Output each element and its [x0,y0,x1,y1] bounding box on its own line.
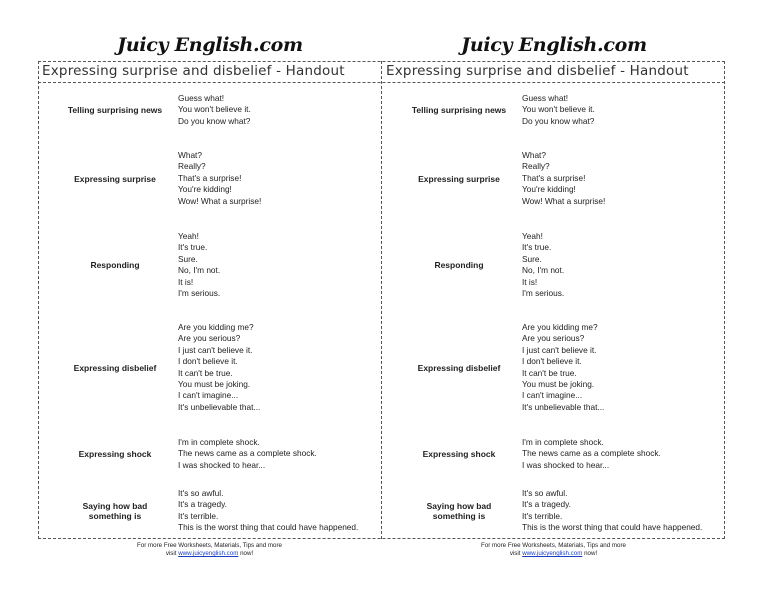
phrase-line: The news came as a complete shock. [178,448,317,459]
site-link[interactable]: www.juicyenglish.com [522,550,583,557]
phrase-lines [522,150,722,207]
phrase-line: Do you know what? [178,115,251,126]
footer-right [382,542,725,558]
footer-line: For more Free Worksheets, Materials, Tips and more [481,542,626,549]
phrase-line: Do you know what? [522,115,595,126]
phrase-line: It's so awful. [522,488,568,498]
phrase-lines [178,437,378,471]
phrase-line: It's so awful. [178,488,224,498]
phrase-line: I'm serious. [178,288,221,299]
phrase-lines [522,93,722,127]
phrase-line: Sure. [178,253,198,264]
phrase-line: Yeah! [522,231,543,241]
phrase-line: I was shocked to hear... [178,459,266,470]
phrase-line: What? [522,150,546,160]
phrase-line: That's a surprise! [178,172,242,183]
handout-title: Expressing surprise and disbelief - Handout [386,63,689,79]
phrase-line: This is the worst thing that could have happened. [178,522,359,533]
phrase-line: I just can't believe it. [522,344,597,355]
phrase-line: Really? [522,161,550,172]
phrase-line: I'm in complete shock. [522,437,604,447]
footer-line: For more Free Worksheets, Materials, Tips and more [137,542,282,549]
phrase-line: Are you kidding me? [178,322,254,332]
phrase-line: It's true. [178,242,208,253]
section-label: Saying how bad something is [82,501,148,521]
phrase-line: I was shocked to hear... [522,459,610,470]
section-label: Expressing shock [78,449,152,459]
phrase-line: Yeah! [178,231,199,241]
phrase-line: I'm serious. [522,288,565,299]
section-label: Telling surprising news [67,105,163,115]
phrase-line: Sure. [522,253,542,264]
handout-panel-right [382,61,725,539]
phrase-line: I can't imagine... [178,390,239,401]
phrase-line: Are you kidding me? [522,322,598,332]
section-label: Expressing surprise [418,174,500,184]
phrase-line: You won't believe it. [522,104,595,115]
section-label: Expressing surprise [74,174,156,184]
handout-title: Expressing surprise and disbelief - Handout [42,63,345,79]
footer-prefix: visit [509,550,523,557]
phrase-lines [178,150,378,207]
section-label: Expressing disbelief [73,363,157,373]
phrase-line: No, I'm not. [178,265,221,276]
section-label: Saying how bad something is [426,501,492,521]
phrase-line: It can't be true. [522,367,577,378]
phrase-line: Are you serious? [522,333,585,344]
section-label: Expressing shock [422,449,496,459]
site-logo-right: Juicy English.com [461,34,647,56]
phrase-line: I don't believe it. [522,356,582,367]
phrase-line: You won't believe it. [178,104,251,115]
handout-panel-left [38,61,381,539]
phrase-line: You're kidding! [178,184,232,195]
section-label: Telling surprising news [411,105,507,115]
section-label: Expressing disbelief [417,363,501,373]
phrase-line: It can't be true. [178,367,233,378]
phrase-line: It's unbelievable that... [178,401,261,412]
phrase-lines [178,488,378,534]
phrase-line: It's unbelievable that... [522,401,605,412]
phrase-lines [178,231,378,299]
phrase-line: It's true. [522,242,552,253]
phrase-lines [178,322,378,413]
phrase-line: It's a tragedy. [178,499,227,510]
phrase-line: Really? [178,161,206,172]
phrase-line: The news came as a complete shock. [522,448,661,459]
phrase-line: Wow! What a surprise! [522,195,606,206]
phrase-line: You're kidding! [522,184,576,195]
site-logo-left: Juicy English.com [117,34,303,56]
footer-suffix: now! [582,550,598,557]
phrase-line: This is the worst thing that could have happened. [522,522,703,533]
phrase-line: Wow! What a surprise! [178,195,262,206]
phrase-line: You must be joking. [522,379,595,390]
footer-prefix: visit [165,550,179,557]
phrase-lines [178,93,378,127]
section-label: Responding [90,260,140,270]
phrase-line: Are you serious? [178,333,241,344]
phrase-line: You must be joking. [178,379,251,390]
footer-suffix: now! [238,550,254,557]
phrase-lines [522,231,722,299]
phrase-line: It's terrible. [178,510,219,521]
phrase-line: I don't believe it. [178,356,238,367]
phrase-line: It is! [522,276,538,287]
phrase-lines [522,488,722,534]
site-link[interactable]: www.juicyenglish.com [178,550,239,557]
phrase-line: That's a surprise! [522,172,586,183]
phrase-line: It is! [178,276,194,287]
section-label: Responding [434,260,484,270]
phrase-line: Guess what! [522,93,569,103]
phrase-line: I just can't believe it. [178,344,253,355]
phrase-line: No, I'm not. [522,265,565,276]
phrase-line: It's a tragedy. [522,499,571,510]
phrase-line: I'm in complete shock. [178,437,260,447]
phrase-line: Guess what! [178,93,225,103]
footer-left [38,542,381,558]
phrase-lines [522,437,722,471]
phrase-lines [522,322,722,413]
footer-visit-line [382,550,725,558]
phrase-line: I can't imagine... [522,390,583,401]
footer-visit-line [38,550,381,558]
phrase-line: What? [178,150,202,160]
phrase-line: It's terrible. [522,510,563,521]
